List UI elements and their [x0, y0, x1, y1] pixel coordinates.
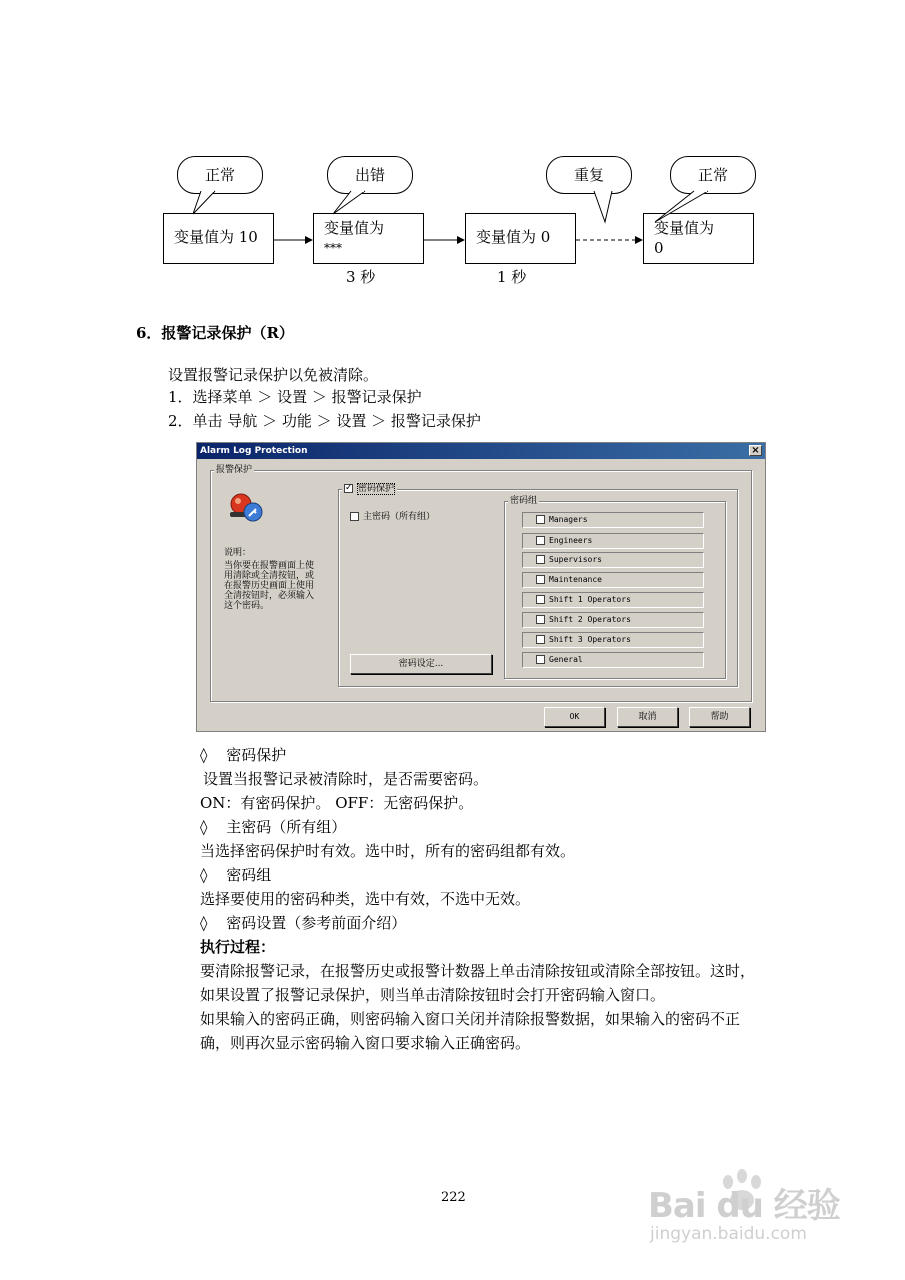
description-line-1: 当你要在报警画面上使	[224, 561, 315, 571]
group-general-label: General	[549, 655, 583, 664]
group-general-check	[536, 655, 545, 664]
description-line-4: 全清按钮时，必须输入	[224, 591, 315, 601]
master-password-check	[350, 512, 359, 521]
item-master-password-text: 当选择密码保护时有效。选中时，所有的密码组都有效。	[200, 842, 576, 860]
group-supervisors-check	[536, 555, 545, 564]
diamond-icon: ◊	[200, 746, 208, 764]
password-group-label: 密码组	[510, 496, 538, 506]
group-item-managers[interactable]	[522, 512, 704, 528]
diamond-icon: ◊	[200, 866, 208, 884]
section-intro: 设置报警记录保护以免被清除。	[168, 366, 379, 384]
process-line-3: 如果输入的密码正确，则密码输入窗口关闭并清除报警数据，如果输入的密码不正	[200, 1010, 741, 1028]
close-button[interactable]: ×	[749, 445, 762, 456]
item-password-setting-title: 密码设置（参考前面介绍）	[226, 914, 407, 932]
group-shift-3-label: Shift 3 Operators	[549, 635, 631, 644]
process-line-4: 确，则再次显示密码输入窗口要求输入正确密码。	[200, 1034, 531, 1052]
description-line-5: 这个密码。	[224, 601, 270, 611]
group-item-shift-2[interactable]	[522, 612, 704, 628]
group-shift-2-label: Shift 2 Operators	[549, 615, 631, 624]
cancel-button[interactable]: 取消	[617, 707, 678, 727]
box-value-error-line1: 变量值为	[324, 219, 385, 237]
bubble-repeat: 重复	[546, 156, 632, 194]
password-protect-checkbox[interactable]	[342, 483, 397, 495]
group-item-shift-1[interactable]	[522, 592, 704, 608]
item-password-group-title: 密码组	[226, 866, 272, 884]
item-password-group	[200, 864, 271, 886]
box-value-0-text: 变量值为 0	[476, 228, 551, 246]
dialog-title: Alarm Log Protection	[200, 446, 308, 456]
description-line-3: 在报警历史画面上使用	[224, 581, 315, 591]
group-item-shift-3[interactable]	[522, 632, 704, 648]
duration-3s: 3 秒	[346, 268, 376, 286]
password-protect-check: ✓	[345, 483, 353, 493]
group-shift-1-label: Shift 1 Operators	[549, 595, 631, 604]
group-shift-2-check	[536, 615, 545, 624]
item-master-password-title: 主密码（所有组）	[226, 818, 347, 836]
item-password-protect-on-off: ON：有密码保护。 OFF：无密码保护。	[200, 794, 474, 812]
group-item-maintenance[interactable]	[522, 572, 704, 588]
master-password-checkbox[interactable]	[350, 511, 435, 523]
item-password-setting	[200, 912, 406, 934]
item-master-password	[200, 816, 346, 838]
group-maintenance-check	[536, 575, 545, 584]
box-value-error-line2: ***	[324, 241, 342, 255]
diamond-icon: ◊	[200, 914, 208, 932]
step-2: 2．单击 导航 ＞ 功能 ＞ 设置 ＞ 报警记录保护	[168, 412, 481, 430]
password-setting-button[interactable]: 密码设定...	[350, 654, 492, 674]
item-password-protect-text: 设置当报警记录被清除时，是否需要密码。	[203, 770, 489, 788]
bubble-normal-1: 正常	[177, 156, 263, 194]
alarm-key-icon	[226, 490, 266, 526]
group-shift-3-check	[536, 635, 545, 644]
page-number: 222	[441, 1190, 466, 1205]
watermark-brand: Bai du 经验	[648, 1186, 840, 1226]
item-password-protect-title: 密码保护	[226, 746, 287, 764]
diamond-icon: ◊	[200, 818, 208, 836]
description-line-2: 用清除或全清按钮，或	[224, 571, 315, 581]
group-item-supervisors[interactable]	[522, 552, 704, 568]
diagram-connectors	[0, 0, 905, 300]
group-engineers-label: Engineers	[549, 536, 593, 545]
section-heading: 6．报警记录保护（R）	[136, 324, 294, 342]
process-line-2: 如果设置了报警记录保护，则当单击清除按钮时会打开密码输入窗口。	[200, 986, 666, 1004]
duration-1s: 1 秒	[497, 268, 527, 286]
master-password-label: 主密码（所有组）	[363, 512, 436, 522]
description-title: 说明：	[224, 548, 252, 558]
box-value-10-text: 变量值为 10	[174, 228, 258, 246]
ok-button[interactable]: OK	[544, 707, 605, 727]
box-value-0-final-line2: 0	[654, 239, 664, 257]
box-value-0-final-line1: 变量值为	[654, 219, 715, 237]
process-title: 执行过程：	[200, 938, 276, 956]
watermark-url: jingyan.baidu.com	[650, 1224, 807, 1244]
group-managers-label: Managers	[549, 515, 588, 524]
group-engineers-check	[536, 536, 545, 545]
step-1: 1．选择菜单 ＞ 设置 ＞ 报警记录保护	[168, 388, 422, 406]
dialog-titlebar	[197, 443, 765, 459]
group-managers-check	[536, 515, 545, 524]
item-password-protect	[200, 744, 286, 766]
group-shift-1-check	[536, 595, 545, 604]
help-button[interactable]: 帮助	[689, 707, 750, 727]
group-item-engineers[interactable]	[522, 533, 704, 549]
group-maintenance-label: Maintenance	[549, 575, 602, 584]
group-supervisors-label: Supervisors	[549, 555, 602, 564]
bubble-normal-2: 正常	[670, 156, 756, 194]
item-password-group-text: 选择要使用的密码种类，选中有效，不选中无效。	[200, 890, 531, 908]
bubble-error: 出错	[327, 156, 413, 194]
alarm-protection-group-label: 报警保护	[216, 465, 253, 475]
password-protect-label: 密码保护	[358, 484, 395, 494]
process-line-1: 要清除报警记录，在报警历史或报警计数器上单击清除按钮或清除全部按钮。这时，	[200, 962, 756, 980]
group-item-general[interactable]	[522, 652, 704, 668]
baidu-watermark	[648, 1168, 858, 1248]
